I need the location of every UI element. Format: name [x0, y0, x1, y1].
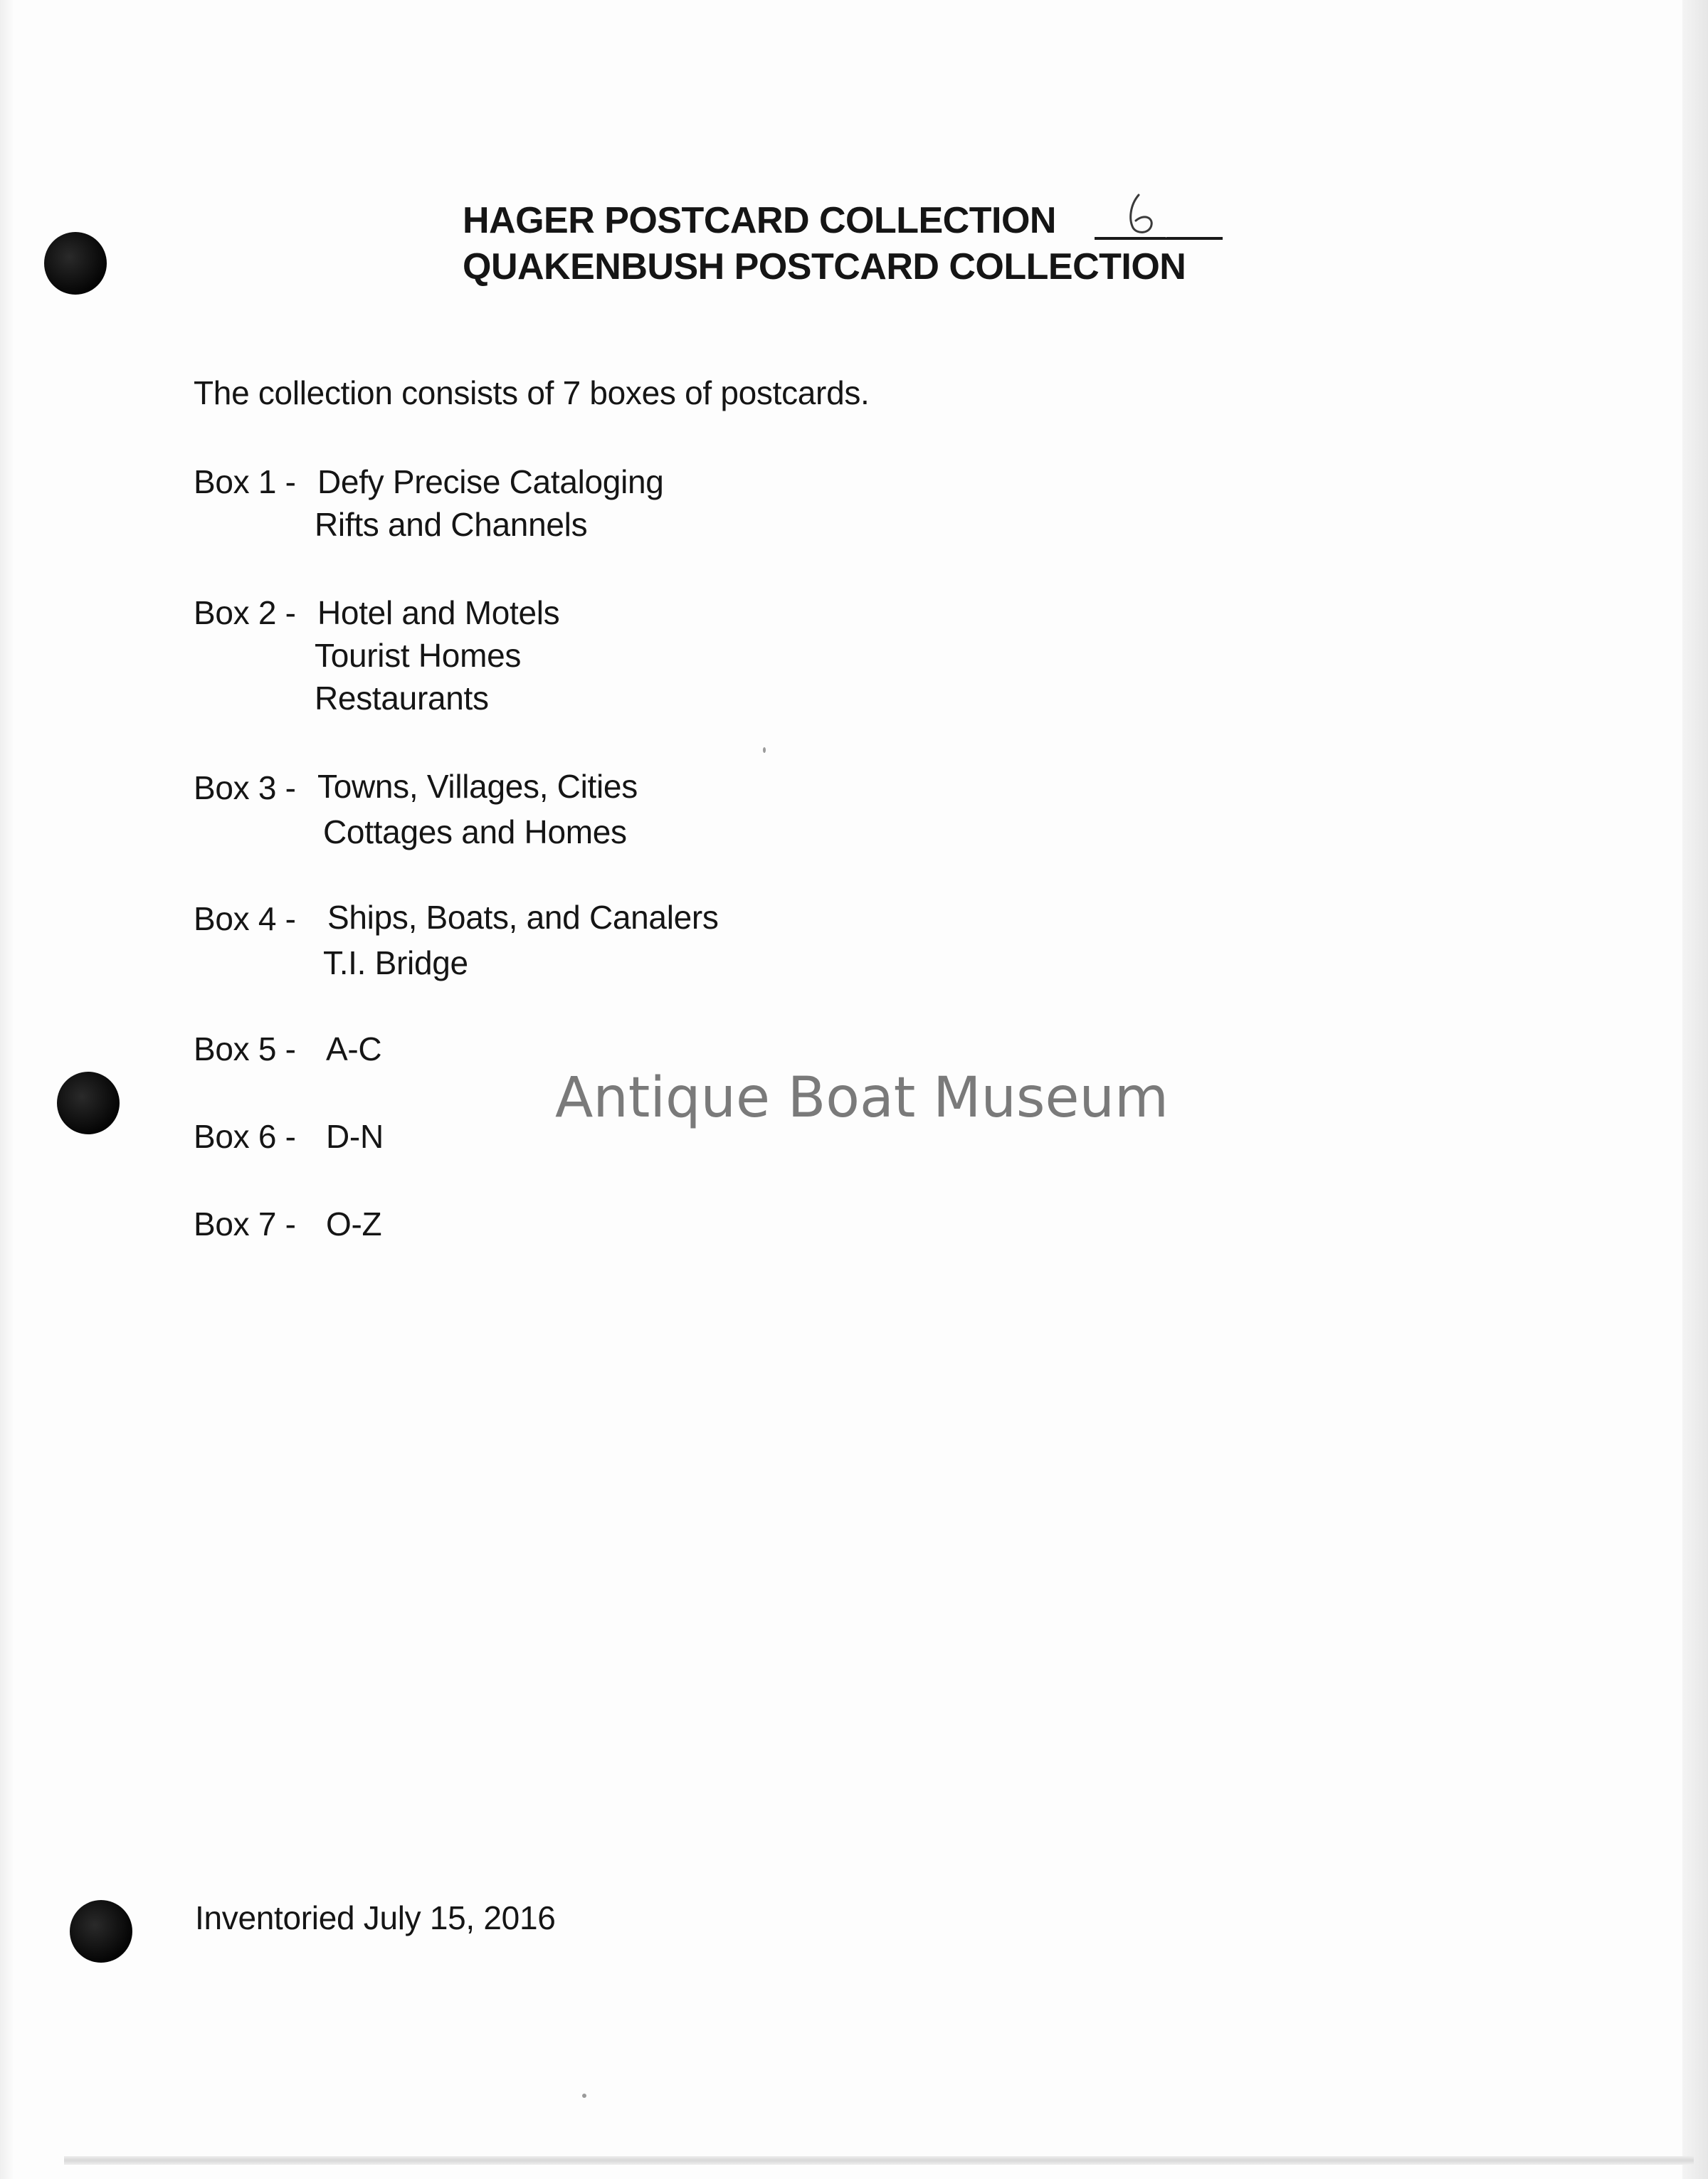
- box-2-line-2: Tourist Homes: [315, 637, 522, 674]
- scan-edge-bottom: [64, 2156, 1694, 2165]
- handwritten-number-6: [1123, 191, 1173, 241]
- box-5-line-1: A-C: [326, 1030, 382, 1067]
- punch-hole-middle: [57, 1072, 120, 1134]
- box-3-line-2: Cottages and Homes: [323, 813, 627, 850]
- box-2-label: Box 2 -: [194, 594, 296, 631]
- box-4-line-2: T.I. Bridge: [323, 944, 468, 981]
- box-7-label: Box 7 -: [194, 1205, 296, 1242]
- scan-speck: [763, 747, 766, 753]
- box-4-label: Box 4 -: [194, 900, 296, 937]
- box-5-label: Box 5 -: [194, 1030, 296, 1067]
- scan-edge-left: [0, 0, 13, 2179]
- box-4-line-1: Ships, Boats, and Canalers: [327, 899, 719, 936]
- inventory-date: Inventoried July 15, 2016: [195, 1899, 556, 1936]
- box-6-label: Box 6 -: [194, 1118, 296, 1155]
- collection-intro: The collection consists of 7 boxes of postcards.: [194, 374, 870, 411]
- title-line-2-text: QUAKENBUSH POSTCARD COLLECTION: [463, 246, 1186, 287]
- title-line-1-text: HAGER POSTCARD COLLECTION: [463, 200, 1056, 241]
- box-1-line-2: Rifts and Channels: [315, 506, 588, 543]
- box-2-line-1: Hotel and Motels: [317, 594, 560, 631]
- box-2-line-3: Restaurants: [315, 680, 489, 717]
- title-line-2: [463, 246, 1267, 288]
- box-1-line-1: Defy Precise Cataloging: [317, 463, 664, 500]
- scan-edge-right: [1682, 0, 1708, 2179]
- handwritten-number-value: 6: [1166, 237, 1167, 238]
- scan-speck: [582, 2094, 586, 2098]
- box-7-line-1: O-Z: [326, 1205, 382, 1242]
- box-6-line-1: D-N: [326, 1118, 384, 1155]
- punch-hole-top: [44, 232, 107, 295]
- box-3-line-1: Towns, Villages, Cities: [317, 768, 638, 805]
- punch-hole-bottom: [70, 1900, 132, 1963]
- museum-watermark: Antique Boat Museum: [555, 1066, 1169, 1130]
- box-1-label: Box 1 -: [194, 463, 296, 500]
- box-3-label: Box 3 -: [194, 769, 296, 806]
